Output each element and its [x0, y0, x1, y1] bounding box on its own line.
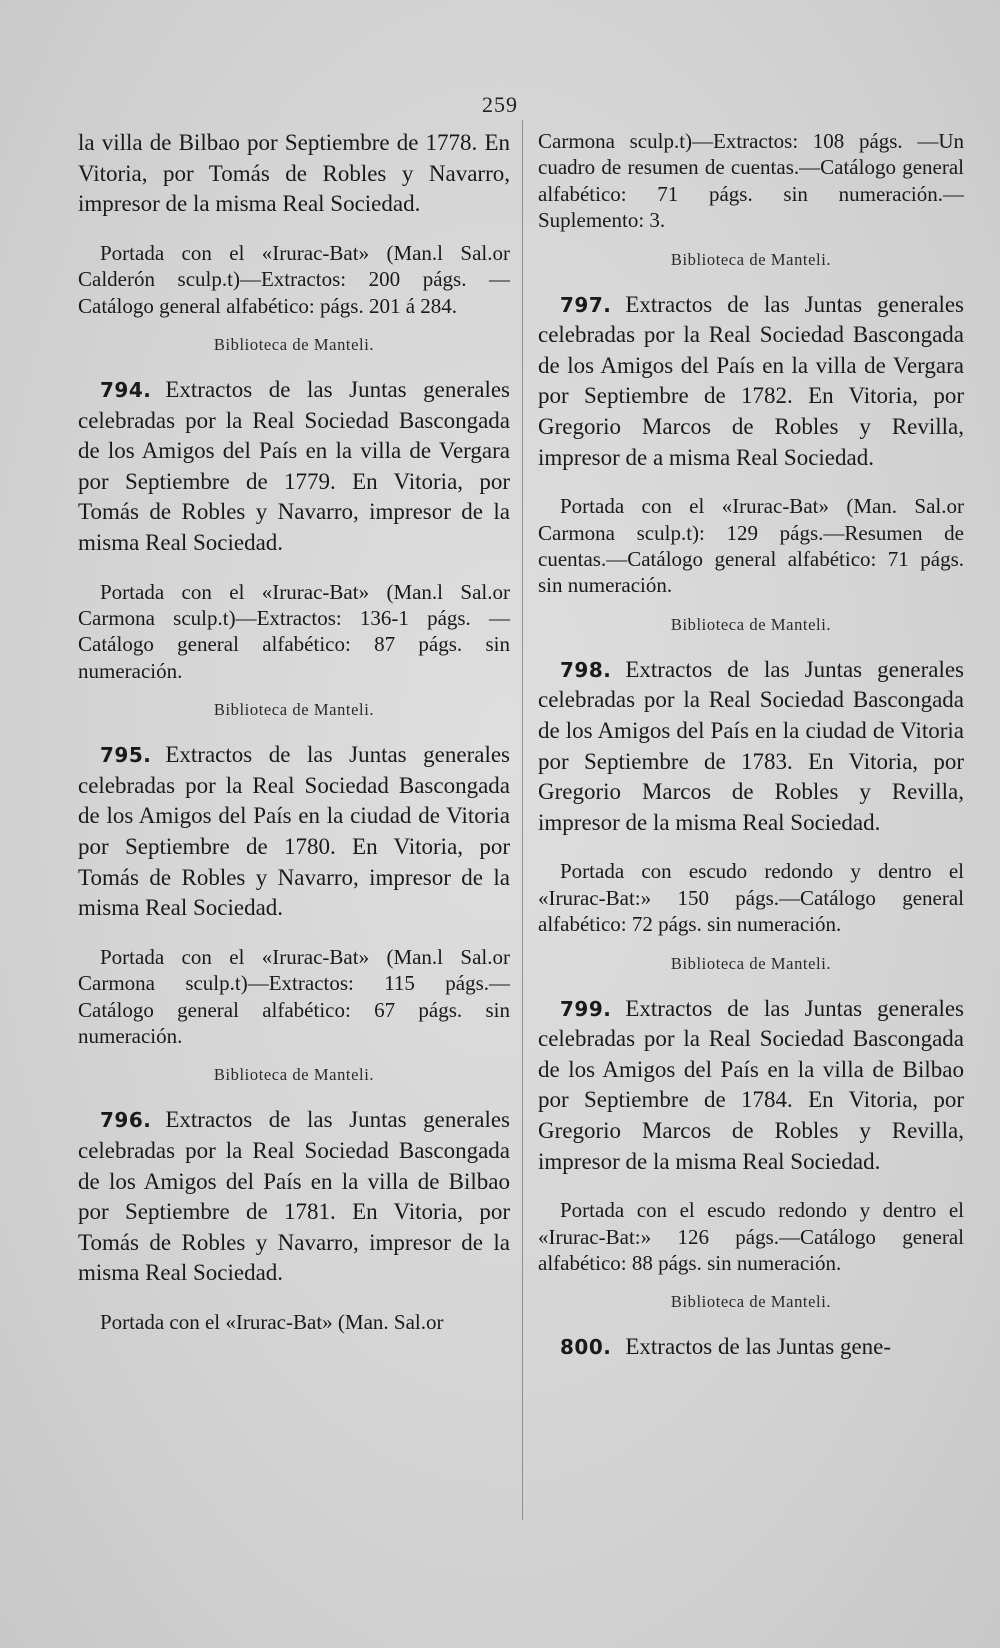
continued-entry-note: Carmona sculp.t)—Extractos: 108 págs. —Un cuadro de resumen de cuentas.—Catálogo general alfabético: 71 págs. sin numeración.—Suplemento: 3. — [538, 129, 964, 233]
page-number: 259 — [482, 92, 518, 117]
catalog-entry-794 — [78, 375, 510, 720]
entry-number: 798. — [560, 657, 612, 682]
catalog-entry-796 — [78, 1105, 510, 1335]
catalog-entry-799 — [538, 994, 964, 1313]
entry-source: Biblioteca de Manteli. — [213, 1065, 375, 1085]
catalog-entry-795 — [78, 740, 510, 1085]
entry-note: Portada con el escudo redondo y dentro el «Irurac-Bat:» 126 págs.—Catálogo general alfabético: 88 págs. sin numeración. — [538, 1198, 964, 1275]
entry-number: 795. — [100, 743, 152, 768]
column-divider — [522, 120, 523, 1520]
catalog-entry-800 — [538, 1332, 964, 1363]
entry-source: Biblioteca de Manteli. — [670, 1292, 832, 1312]
entry-title: Extractos de las Juntas generales celebradas por la Real Sociedad Bascongada de los Amigos del País en la ciudad de Vitoria por Septiembre de 1780. En Vitoria, por Tomás de Robles y Navarro, impresor de la misma Real Sociedad. — [78, 742, 510, 921]
entry-source: Biblioteca de Manteli. — [213, 700, 375, 720]
catalog-entry-797 — [538, 290, 964, 635]
left-column — [78, 128, 510, 1335]
entry-note: Portada con el «Irurac-Bat» (Man.l Sal.or Carmona sculp.t)—Extractos: 136-1 págs. —Catálogo general alfabético: 87 págs. sin numeración. — [78, 579, 510, 683]
entry-note: Portada con el «Irurac-Bat» (Man. Sal.or Carmona sculp.t): 129 págs.—Resumen de cuentas.—Catálogo general alfabético: 71 págs. sin numeración. — [538, 494, 964, 598]
entry-number: 800. — [560, 1335, 612, 1360]
entry-source: Biblioteca de Manteli. — [670, 953, 832, 973]
entry-note: Portada con escudo redondo y dentro el «Irurac-Bat:» 150 págs.—Catálogo general alfabético: 72 págs. sin numeración. — [538, 859, 964, 937]
entry-title: Extractos de las Juntas gene- — [625, 1334, 892, 1360]
continued-entry-source: Biblioteca de Manteli. — [670, 249, 832, 269]
entry-title: Extractos de las Juntas generales celebradas por la Real Sociedad Bascongada de los Amigos del País en la villa de Bilbao por Septiembre de 1784. En Vitoria, por Gregorio Marcos de Robles y Revilla, impresor de la misma Real Sociedad. — [538, 995, 964, 1174]
entry-number: 794. — [100, 378, 152, 402]
continued-entry-text: la villa de Bilbao por Septiembre de 1778. En Vitoria, por Tomás de Robles y Navarro, impresor de la misma Real Sociedad. — [78, 130, 510, 217]
entry-title: Extractos de las Juntas generales celebradas por la Real Sociedad Bascongada de los Amigos del País en la villa de Vergara por Septiembre de 1782. En Vitoria, por Gregorio Marcos de Robles y Revilla, impresor de a misma Real Sociedad. — [538, 291, 964, 470]
right-column — [538, 128, 964, 1363]
entry-number: 796. — [100, 1108, 152, 1133]
entry-title: Extractos de las Juntas generales celebradas por la Real Sociedad Bascongada de los Amigos del País en la villa de Bilbao por Septiembre de 1781. En Vitoria, por Tomás de Robles y Navarro, impresor de la misma Real Sociedad. — [78, 1107, 510, 1286]
entry-title: Extractos de las Juntas generales celebradas por la Real Sociedad Bascongada de los Amigos del País en la villa de Vergara por Septiembre de 1779. En Vitoria, por Tomás de Robles y Navarro, impresor de la misma Real Sociedad. — [78, 377, 510, 555]
continued-entry-note: Portada con el «Irurac-Bat» (Man.l Sal.or Calderón sculp.t)—Extractos: 200 págs. —Catálogo general alfabético: págs. 201 á 284. — [78, 240, 510, 318]
entry-source: Biblioteca de Manteli. — [670, 614, 832, 634]
entry-number: 797. — [560, 292, 612, 317]
continued-entry-source: Biblioteca de Manteli. — [213, 335, 375, 354]
entry-note: Portada con el «Irurac-Bat» (Man.l Sal.or Carmona sculp.t)—Extractos: 115 págs.— Catálogo general alfabético: 67 págs. sin numeración. — [78, 944, 510, 1048]
catalog-entry-798 — [538, 655, 964, 974]
entry-note: Portada con el «Irurac-Bat» (Man. Sal.or — [100, 1309, 444, 1334]
entry-title: Extractos de las Juntas generales celebradas por la Real Sociedad Bascongada de los Amigos del País en la ciudad de Vitoria por Septiembre de 1783. En Vitoria, por Gregorio Marcos de Robles y Revilla, impresor de la misma Real Sociedad. — [538, 656, 964, 835]
entry-number: 799. — [560, 996, 612, 1021]
